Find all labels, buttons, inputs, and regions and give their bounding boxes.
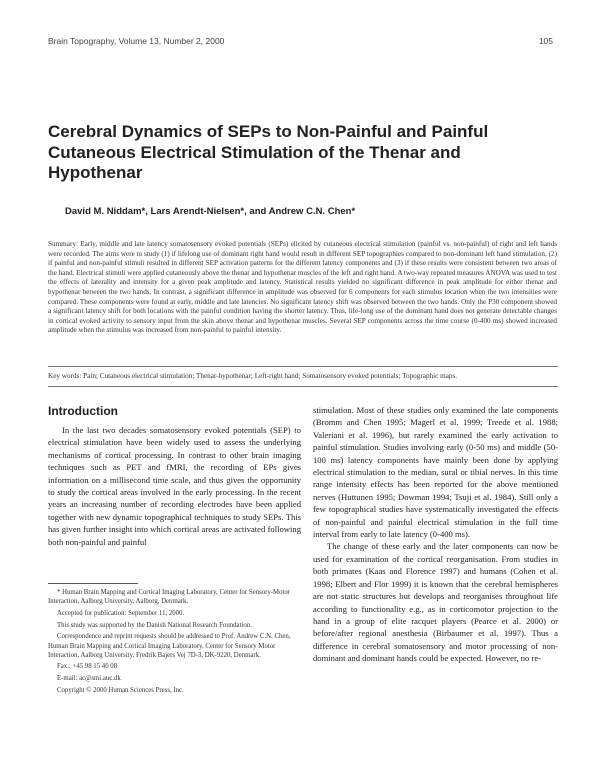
footnote-funding: This study was supported by the Danish National Research Foundation.	[57, 621, 252, 629]
footnote-correspondence: Correspondence and reprint requests should be addressed to Prof. Andrew C.N. Chen, Human Brain Mapping and Cortical Imaging Laboratory, Center for Sensory Motor Interaction, Aalborg University, Fredrik Bajers Vej 7D-3, DK-9220, Denmark.	[48, 633, 291, 659]
footnote-fax: Fax.: +45 98 15 40 08	[57, 663, 118, 671]
paper-title: Cerebral Dynamics of SEPs to Non-Painful and Painful Cutaneous Electrical Stimulation of the Thenar and Hypothenar	[48, 122, 489, 182]
footnote-rule	[48, 583, 138, 584]
intro-paragraph-3: The change of these early and the later components can now be used for examination of the cortical reorganisation. From studies in both primates (Kaas and Florence 1997) and humans (Cohen et al. 1998; Elbert and Flor 1999) it is known that the cerebral hemispheres are not static structures but develops and reorganises throughout life according to functionality e.g., as in corticomotor projection to the hand in a group of elite racquet players (Pearce et al. 2000) or before/after regional anesthesia (Birbaumer et al. 1997). Thus a difference in cerebral somatosensory and motor processing of non-dominant and dominant hands could be expected. However, no re-	[313, 541, 558, 664]
keywords-bottom-rule	[48, 386, 558, 387]
section-heading-introduction: Introduction	[48, 404, 118, 418]
intro-paragraph-2: stimulation. Most of these studies only examined the late components (Bromm and Chen 1995; Magerl et al. 1999; Treede et al. 1988; Valeriani et al. 1996), but rarely examined the early activation to painful stimulation. Studies involving early (0-50 ms) and middle (50-100 ms) latency components have mainly been done by applying electrical stimulation to the median, sural or tibial nerves. In this time range intensity effects has been reported for the above mentioned nerves (Huttunen 1995; Dowman 1994; Tsuji et al. 1984). Still only a few topographical studies have systematically investigated the effects of non-painful and painful electrical stimulation in the full time interval from early to late latency (0-400 ms).	[313, 405, 558, 540]
footnote-affiliation: * Human Brain Mapping and Cortical Imaging Laboratory, Center for Sensory-Motor Interaction, Aalborg University, Aalborg, Denmark.	[48, 589, 291, 606]
page-number: 105	[538, 36, 553, 46]
author-list: David M. Niddam*, Lars Arendt-Nielsen*, and Andrew C.N. Chen*	[65, 206, 356, 217]
keywords-top-rule	[48, 366, 558, 367]
footnotes	[48, 588, 303, 698]
footnote-copyright: Copyright © 2000 Human Sciences Press, Inc.	[57, 686, 184, 694]
footnote-accepted: Accepted for publication: September 11, 2000.	[57, 609, 185, 617]
keywords: Key words: Pain; Cutaneous electrical stimulation; Thenar-hypothenar; Left-right hand; Somatosensory evoked potentials; Topographic maps.	[48, 372, 458, 380]
body-column-right	[313, 404, 558, 665]
abstract: Summary: Early, middle and late latency somatosensory evoked potentials (SEPs) elicited by cutaneous electrical stimulation (painful vs. non-painful) of right and left hands were recorded. The aims were to study (1) if lifelong use of dominant right hand would result in different SEP topographies compared to non-dominant left hand stimulation, (2) if painful and non-painful stimuli resulted in different SEP activation patterns for the different latency components and (3) if these results were consistent between two areas of the hand. Electrical stimuli were applied cutaneously above the thenar and hypothenar muscles of the left and right hand. A two-way repeated measures ANOVA was used to test the effects of laterality and intensity for a given peak amplitude and latency. Statistical results yielded no significant difference in peak amplitude for either thenar and hypothenar between the two hands. In contrast, a significant difference in amplitude was observed for 6 components for each stimulus location when the two intensities were compared. These components were found at early, middle and late latencies. No significant latency shift was observed between the two hands. Only the P30 component showed a significant latency shift for both locations with the painful condition having the shorter latency. Thus, life-long use of the dominant hand does not generate detectable changes in cortical evoked activity to sensory input from the skin above thenar and hypothenar muscles. Several SEP components across the time course (0-400 ms) showed increased amplitude when the stimulus was increased from non-painful to painful intensity.	[48, 240, 557, 335]
body-column-left	[48, 424, 301, 548]
intro-paragraph-1: In the last two decades somatosensory evoked potentials (SEP) to electrical stimulation have been widely used to assess the underlying mechanisms of cortical processing. In contrast to other brain imaging techniques such as PET and fMRI, the recording of EPs gives information on a millisecond time scale, and thus gives the opportunity to study the cortical areas involved in the early processing. In the recent years an increasing number of recording electrodes have been applied together with new dynamic topographical techniques to study SEPs. This has given further insight into which cortical areas are activated following both non-painful and painful	[48, 425, 301, 547]
journal-header: Brain Topography, Volume 13, Number 2, 2000	[48, 36, 225, 46]
footnote-email: E-mail: ac@smi.auc.dk	[57, 675, 121, 683]
